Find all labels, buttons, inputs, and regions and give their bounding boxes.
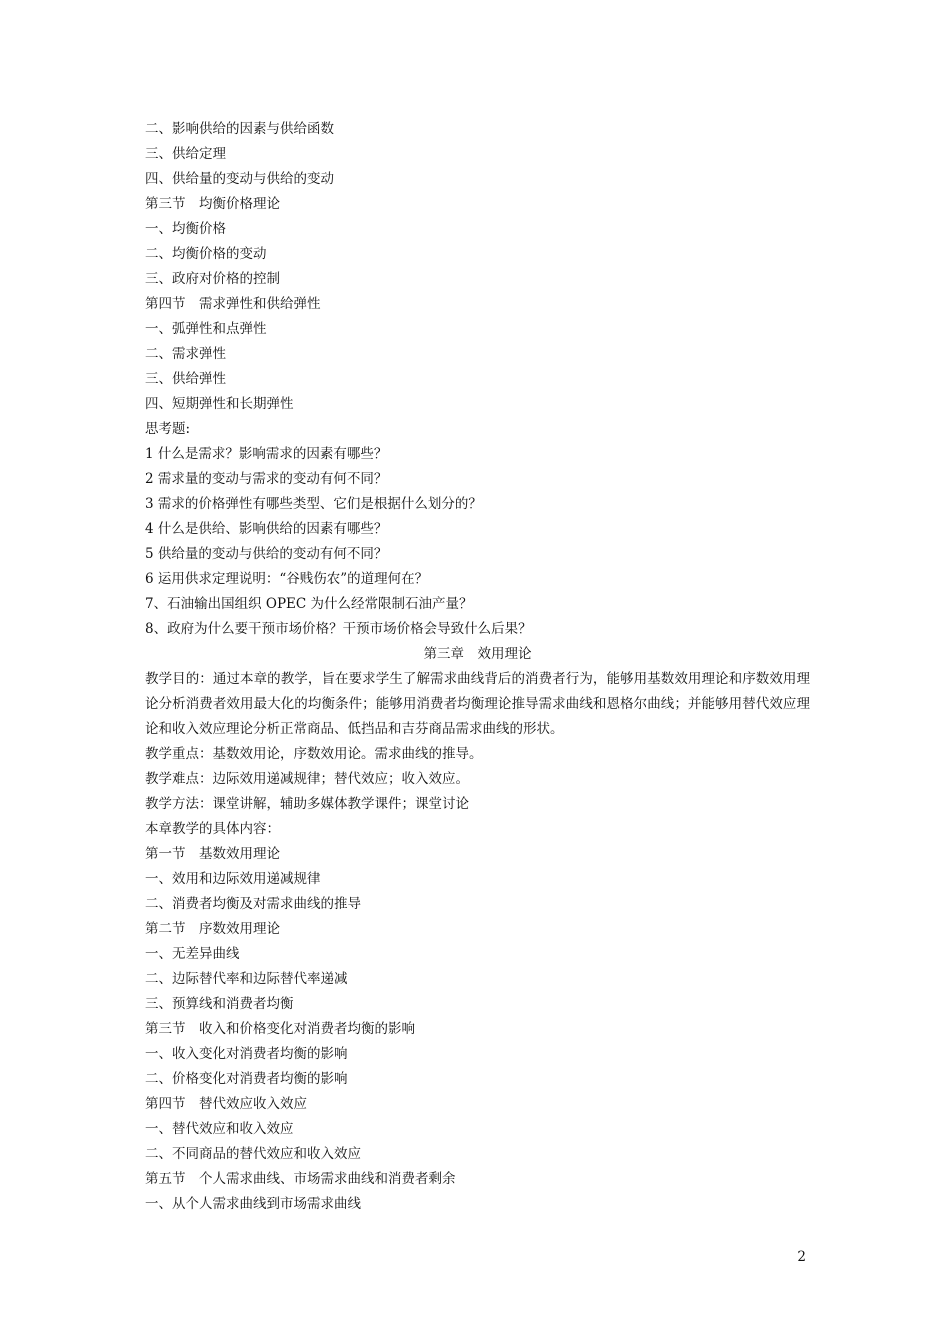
text-line: 第一节 基数效用理论 [145,846,280,862]
text-line: 7、石油输出国组织 OPEC 为什么经常限制石油产量？ [145,596,473,612]
text-line: 3 需求的价格弹性有哪些类型、它们是根据什么划分的？ [145,496,482,512]
page-content [145,117,810,1217]
outline-after [145,742,810,1217]
text-line: 一、均衡价格 [145,221,226,237]
text-line: 思考题: [145,421,191,437]
text-line: 第二节 序数效用理论 [145,921,280,937]
text-line: 1 什么是需求？影响需求的因素有哪些？ [145,446,388,462]
text-line: 二、价格变化对消费者均衡的影响 [145,1071,348,1087]
text-line: 第四节 替代效应收入效应 [145,1096,307,1112]
text-line: 一、从个人需求曲线到市场需求曲线 [145,1196,361,1212]
text-line: 一、无差异曲线 [145,946,240,962]
text-line: 二、消费者均衡及对需求曲线的推导 [145,896,361,912]
text-line: 二、影响供给的因素与供给函数 [145,121,334,137]
text-line: 8、政府为什么要干预市场价格？干预市场价格会导致什么后果？ [145,621,532,637]
text-line: 一、弧弹性和点弹性 [145,321,267,337]
text-line: 教学重点：基数效用论，序数效用论。需求曲线的推导。 [145,746,483,762]
text-line: 四、短期弹性和长期弹性 [145,396,294,412]
text-line: 一、收入变化对消费者均衡的影响 [145,1046,348,1062]
text-line: 第四节 需求弹性和供给弹性 [145,296,321,312]
text-line: 三、供给弹性 [145,371,226,387]
text-line: 二、边际替代率和边际替代率递减 [145,971,348,987]
text-line: 四、供给量的变动与供给的变动 [145,171,334,187]
text-line: 本章教学的具体内容： [145,821,280,837]
text-line: 5 供给量的变动与供给的变动有何不同？ [145,546,388,562]
text-line: 4 什么是供给、影响供给的因素有哪些？ [145,521,388,537]
text-line: 三、供给定理 [145,146,226,162]
text-line: 教学方法：课堂讲解，辅助多媒体教学课件；课堂讨论 [145,796,469,812]
chapter-title: 第三章 效用理论 [423,646,532,662]
text-line: 教学难点：边际效用递减规律；替代效应；收入效应。 [145,771,469,787]
text-line: 一、效用和边际效用递减规律 [145,871,321,887]
text-line: 第五节 个人需求曲线、市场需求曲线和消费者剩余 [145,1171,456,1187]
teaching-objective: 教学目的：通过本章的教学，旨在要求学生了解需求曲线背后的消费者行为，能够用基数效用理论和序数效用理论分析消费者效用最大化的均衡条件；能够用消费者均衡理论推导需求曲线和恩格尔曲线；并能够用替代效应理论和收入效应理论分析正常商品、低挡品和吉芬商品需求曲线的形状。 [145,671,810,737]
text-line: 2 需求量的变动与需求的变动有何不同？ [145,471,388,487]
text-line: 二、不同商品的替代效应和收入效应 [145,1146,361,1162]
text-line: 一、替代效应和收入效应 [145,1121,294,1137]
page-number: 2 [797,1249,806,1265]
text-line: 二、均衡价格的变动 [145,246,267,262]
text-line: 第三节 收入和价格变化对消费者均衡的影响 [145,1021,415,1037]
text-line: 三、政府对价格的控制 [145,271,280,287]
text-line: 6 运用供求定理说明：“谷贱伤农”的道理何在？ [145,571,429,587]
text-line: 第三节 均衡价格理论 [145,196,280,212]
text-line: 三、预算线和消费者均衡 [145,996,294,1012]
text-line: 二、需求弹性 [145,346,226,362]
outline-before [145,117,810,642]
